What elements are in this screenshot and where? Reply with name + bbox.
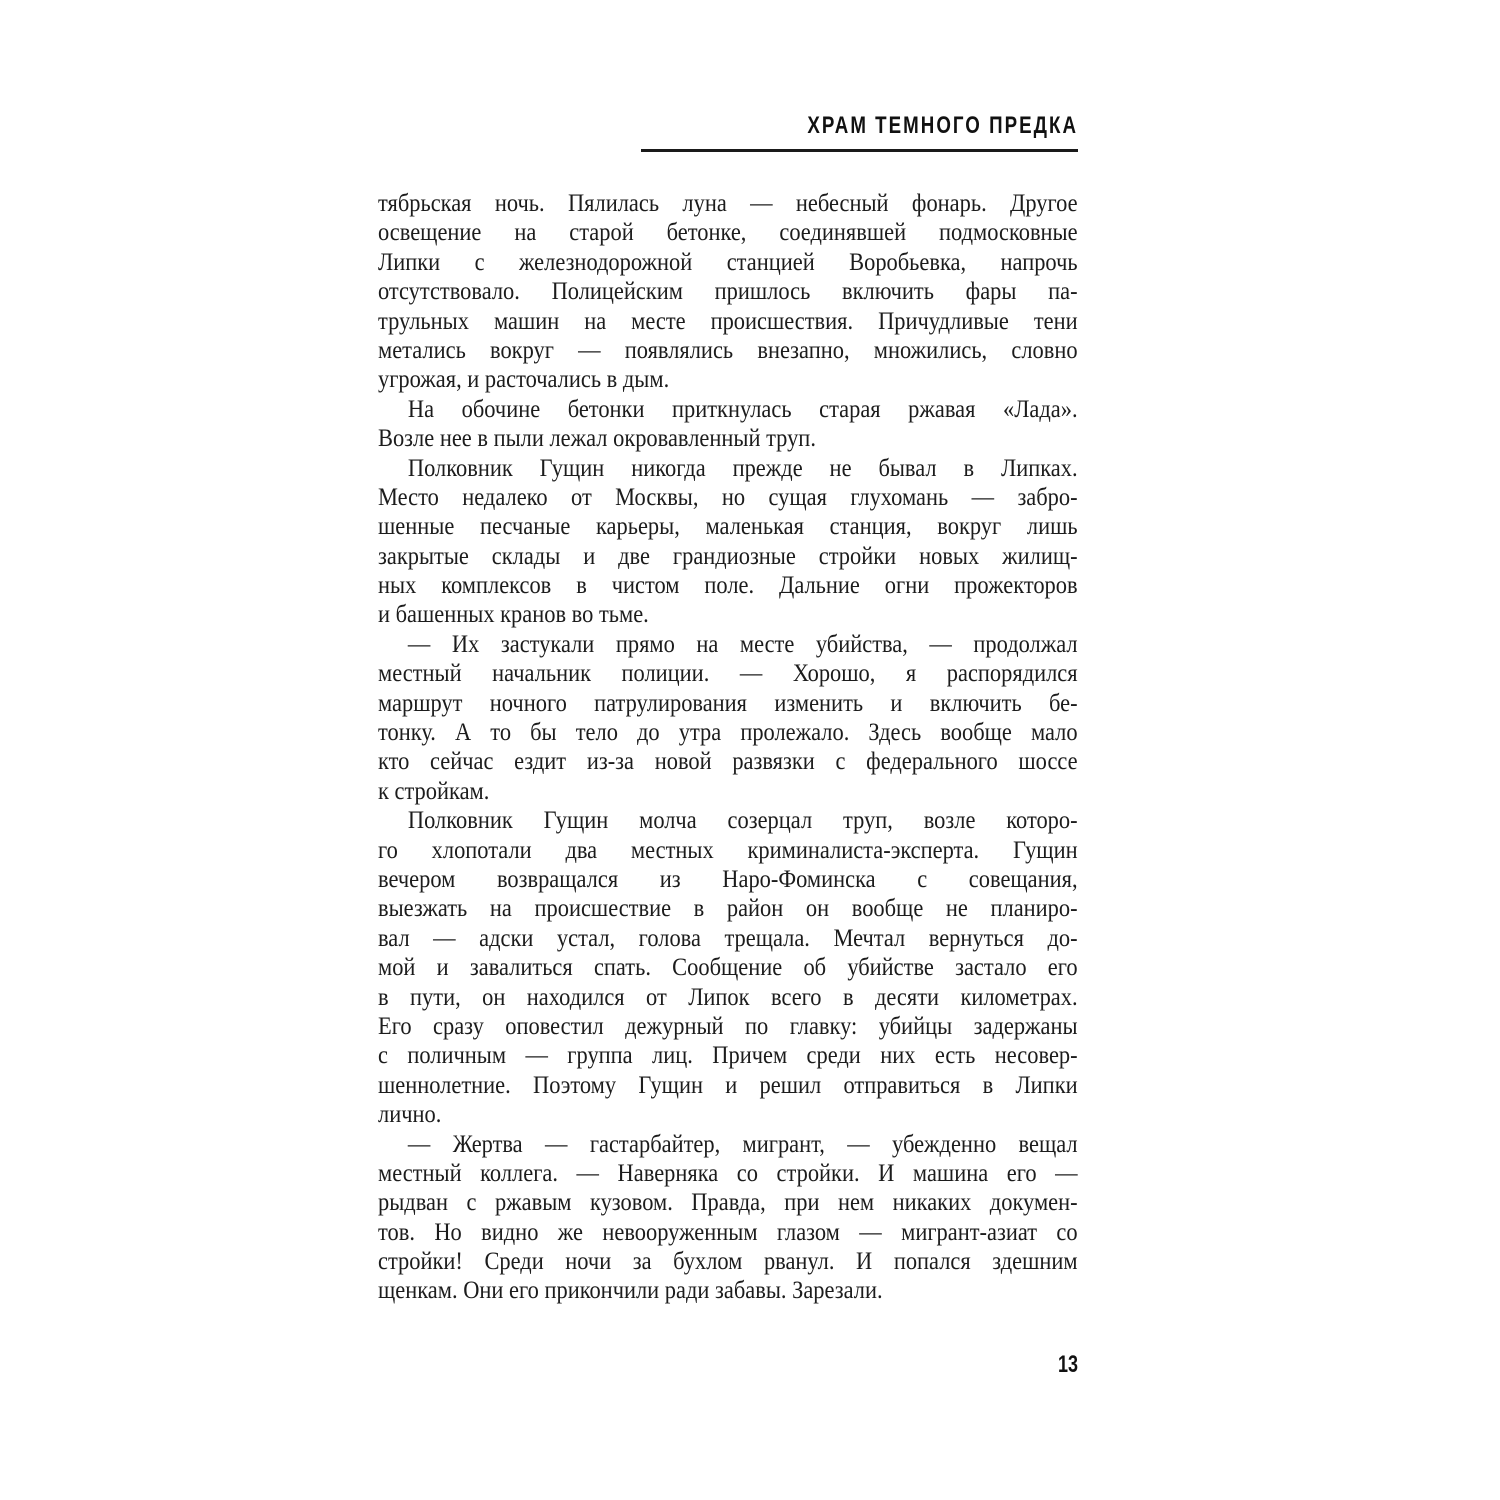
text-line: метались вокруг — появлялись внезапно, множились, словно xyxy=(378,334,1078,364)
text-line: освещение на старой бетонке, соединявшей подмосковные xyxy=(378,217,1078,247)
text-line: кто сейчас ездит из-за новой развязки с федерального шоссе xyxy=(378,746,1078,776)
text-line: лично. xyxy=(378,1099,442,1129)
text-line: маршрут ночного патрулирования изменить и включить бе- xyxy=(378,687,1078,717)
text-line: ных комплексов в чистом поле. Дальние огни прожекторов xyxy=(378,570,1078,600)
text-line: вал — адски устал, голова трещала. Мечтал вернуться до- xyxy=(378,922,1078,952)
text-line: го хлопотали два местных криминалиста-эксперта. Гущин xyxy=(378,834,1078,864)
text-line: тов. Но видно же невооруженным глазом — мигрант-азиат со xyxy=(378,1216,1078,1246)
text-line: отсутствовало. Полицейским пришлось включить фары па- xyxy=(378,276,1078,306)
text-line: трульных машин на месте происшествия. Причудливые тени xyxy=(378,305,1078,335)
text-line: Место недалеко от Москвы, но сущая глухомань — забро- xyxy=(378,481,1078,511)
text-line: и башенных кранов во тьме. xyxy=(378,599,649,629)
text-line: мой и завалиться спать. Сообщение об убийстве застало его xyxy=(378,952,1078,982)
text-line: — Их застукали прямо на месте убийства, — продолжал xyxy=(407,628,1078,658)
text-line: местный начальник полиции. — Хорошо, я распорядился xyxy=(378,658,1078,688)
text-line: Полковник Гущин молча созерцал труп, возле которо- xyxy=(407,805,1078,835)
text-line: шеннолетние. Поэтому Гущин и решил отправиться в Липки xyxy=(378,1069,1078,1099)
body-text xyxy=(378,188,1078,1305)
header-rule-divider xyxy=(641,149,1078,152)
text-line: рыдван с ржавым кузовом. Правда, при нем никаких докумен- xyxy=(378,1187,1078,1217)
text-line: с поличным — группа лиц. Причем среди них есть несовер- xyxy=(378,1040,1078,1070)
text-line: вечером возвращался из Наро-Фоминска с совещания, xyxy=(378,863,1078,893)
text-line: местный коллега. — Наверняка со стройки. И машина его — xyxy=(378,1157,1078,1187)
text-line: угрожая, и расточались в дым. xyxy=(378,364,670,394)
text-line: — Жертва — гастарбайтер, мигрант, — убежденно вещал xyxy=(407,1128,1078,1158)
text-line: Возле нее в пыли лежал окровавленный труп. xyxy=(378,423,816,453)
page-number: 13 xyxy=(1057,1351,1078,1378)
text-line: На обочине бетонки приткнулась старая ржавая «Лада». xyxy=(407,393,1078,423)
text-line: стройки! Среди ночи за бухлом рванул. И попался здешним xyxy=(378,1246,1078,1276)
text-line: тонку. А то бы тело до утра пролежало. Здесь вообще мало xyxy=(378,717,1078,747)
text-line: щенкам. Они его прикончили ради забавы. Зарезали. xyxy=(378,1275,883,1305)
text-line: тябрьская ночь. Пялилась луна — небесный фонарь. Другое xyxy=(378,188,1078,217)
text-line: закрытые склады и две грандиозные стройки новых жилищ- xyxy=(378,540,1078,570)
text-line: шенные песчаные карьеры, маленькая станция, вокруг лишь xyxy=(378,511,1078,541)
text-line: в пути, он находился от Липок всего в десяти километрах. xyxy=(378,981,1078,1011)
text-line: Липки с железнодорожной станцией Воробьевка, напрочь xyxy=(378,246,1078,276)
running-head-title: ХРАМ ТЕМНОГО ПРЕДКА xyxy=(807,112,1078,139)
text-line: к стройкам. xyxy=(378,775,490,805)
text-line: выезжать на происшествие в район он вообще не планиро- xyxy=(378,893,1078,923)
text-line: Полковник Гущин никогда прежде не бывал в Липках. xyxy=(407,452,1078,482)
text-line: Его сразу оповестил дежурный по главку: убийцы задержаны xyxy=(378,1010,1078,1040)
